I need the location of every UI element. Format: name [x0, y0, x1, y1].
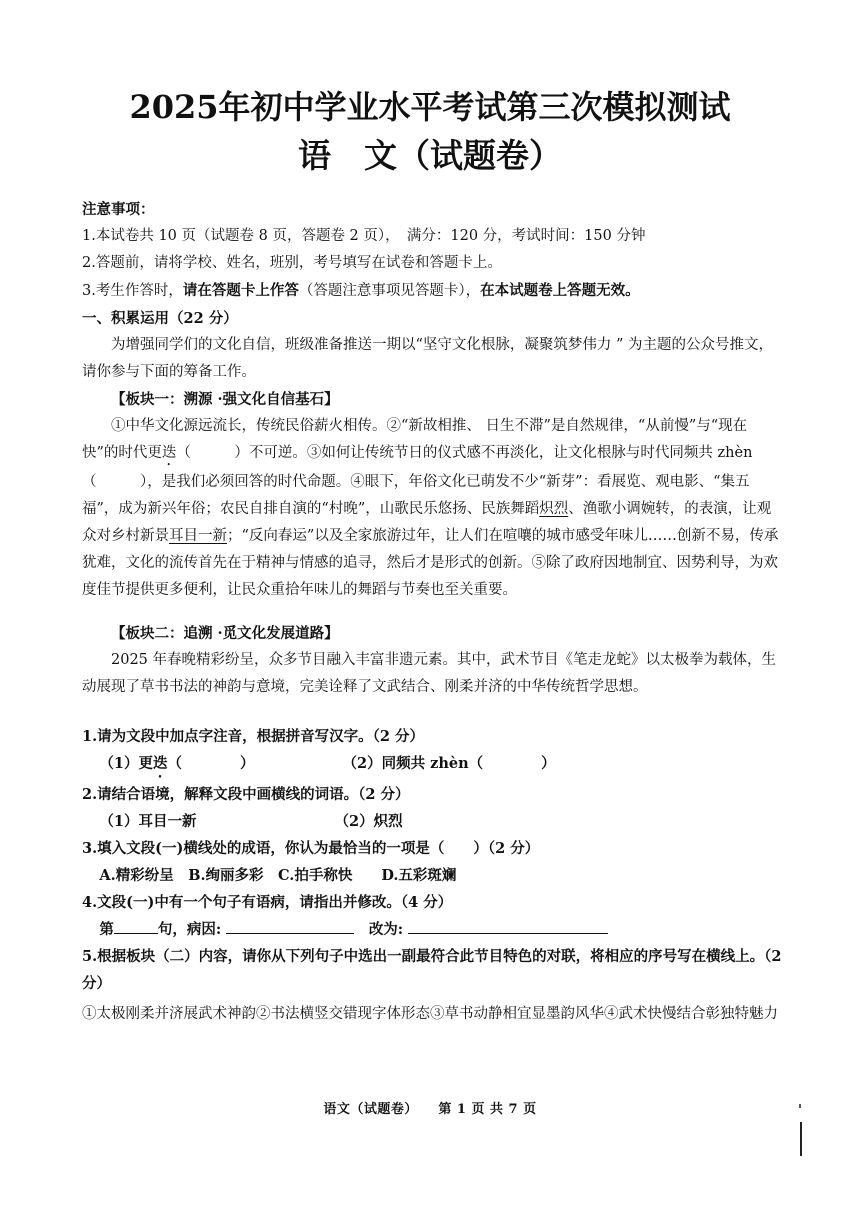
section-heading: 一、积累运用（22 分）: [82, 310, 238, 327]
question-2-a: （1）耳目一新: [99, 813, 197, 830]
question-5-options: ①太极刚柔并济展武术神韵②书法横竖交错现字体形态③草书动静相宜显墨韵风华④武术快慢结合彰独特魅力: [82, 1006, 778, 1022]
spacer: [82, 701, 782, 723]
question-4-label-b: 句，病因:: [157, 921, 222, 938]
passage-1: [82, 413, 782, 604]
question-4-answer-line: [82, 916, 782, 943]
question-1: 1.请为文段中加点字注音，根据拼音写汉字。（2 分）: [82, 728, 425, 745]
passage-1-part-1: ①中华文化源远流长，传统民俗薪火相传。②“新故相推、 日生不滞”是自然规律，“从前慢”与“现在快”的时代更: [82, 418, 748, 461]
underlined-word-chilie: 炽烈: [539, 501, 569, 517]
question-2-parts: [82, 808, 782, 835]
question-4-label-a: 第: [99, 921, 114, 938]
spacer: [82, 604, 782, 620]
block2-title: 【板块二：追溯 ·觅文化发展道路】: [111, 625, 339, 642]
notice-item-2: 2.答题前，请将学校、姓名，班别，考号填写在试卷和答题卡上。: [82, 255, 502, 271]
notice-item-3-d: 在本试题卷上答题无效。: [480, 282, 640, 299]
passage-1-part-4: ；“反向春运”以及全家旅游过年，让人们在喧嚷的城市感受年味儿……创新不易，传承犹难，文化的流传首先在于精神与情感的追寻，然后才是形式的创新。⑤除了政府因地制宜、因势利导，为欢度佳节提供更多便利，让民众重拾年味儿的舞蹈与节奏也至关重要。: [82, 528, 779, 598]
passage-1-part-2: （ ）不可逆。③如何让传统节日的仪式感不再淡化，让文化根脉与时代同频共 zhèn（ ），是我们必须回答的时代命题。④眼下，年俗文化已萌发不少“新芽”：看展览、观电影、“集五福”，成为新兴年俗；农民自排自演的“村晚”，山歌民乐悠扬、民族舞蹈: [82, 445, 753, 517]
notice-item-3: [82, 277, 782, 305]
question-3-options: A.精彩纷呈 B.绚丽多彩 C.拍手称快 D.五彩斑斓: [99, 867, 457, 884]
exam-subtitle: 语 文（试题卷）: [298, 136, 562, 175]
dotted-char: 迭: [161, 445, 177, 461]
question-4-label-c: 改为:: [368, 921, 404, 938]
scan-edge-mark: [799, 1104, 801, 1108]
notice-item-1: 1.本试卷共 10 页（试题卷 8 页，答题卷 2 页）， 满分：120 分，考试时间：150 分钟: [82, 228, 646, 244]
passage-2: 2025 年春晚精彩纷呈，众多节目融入丰富非遗元素。其中，武术节目《笔走龙蛇》以太极拳为载体，生动展现了草书书法的神韵与意境，完美诠释了文武结合、刚柔并济的中华传统哲学思想。: [82, 652, 777, 695]
question-1-a-pre: （1）更: [99, 755, 153, 772]
notice-item-3-b: 请在答题卡上作答: [182, 282, 299, 299]
exam-body: [82, 196, 782, 1028]
scan-edge-line: [800, 1122, 802, 1156]
block1-title: 【板块一：溯源 ·强文化自信基石】: [111, 391, 339, 408]
underlined-word-ermuyixin: 耳目一新: [169, 528, 227, 544]
page-footer: 语文（试题卷） 第 1 页 共 7 页: [323, 1102, 537, 1117]
question-3: 3.填入文段(一)横线处的成语，你认为最恰当的一项是（ ）（2 分）: [82, 840, 540, 857]
question-1-dotted-char: 迭: [152, 755, 168, 772]
section-intro: 为增强同学们的文化自信，班级准备推送一期以“坚守文化根脉，凝聚筑梦伟力 ” 为主题的公众号推文，请你参与下面的筹备工作。: [82, 337, 774, 380]
notice-item-3-c: （答题注意事项见答题卡），: [298, 283, 481, 299]
question-1-parts: [82, 750, 782, 781]
exam-title: 2025年初中学业水平考试第三次模拟测试: [129, 88, 731, 126]
answer-blank-correction[interactable]: [408, 917, 608, 934]
passage-1-part-3: 、渔歌小调婉转，的表演，让观众对乡村新景: [82, 501, 772, 544]
question-4: 4.文段(一)中有一个句子有语病，请指出并修改。（4 分）: [82, 894, 453, 911]
answer-blank-reason[interactable]: [226, 917, 354, 934]
answer-blank-sentence[interactable]: [114, 917, 158, 934]
question-2: 2.请结合语境，解释文段中画横线的词语。（2 分）: [82, 786, 410, 803]
notice-item-3-a: 3.考生作答时，: [82, 283, 183, 299]
question-1-b: （2）同频共 zhèn（ ）: [342, 755, 556, 772]
question-2-b: （2）炽烈: [334, 813, 403, 830]
question-5: 5.根据板块（二）内容，请你从下列句子中选出一副最符合此节目特色的对联，将相应的序号写在横线上。（2 分）: [82, 948, 782, 992]
question-1-a-post: （ ）: [167, 755, 255, 772]
notice-heading: 注意事项：: [82, 201, 155, 218]
